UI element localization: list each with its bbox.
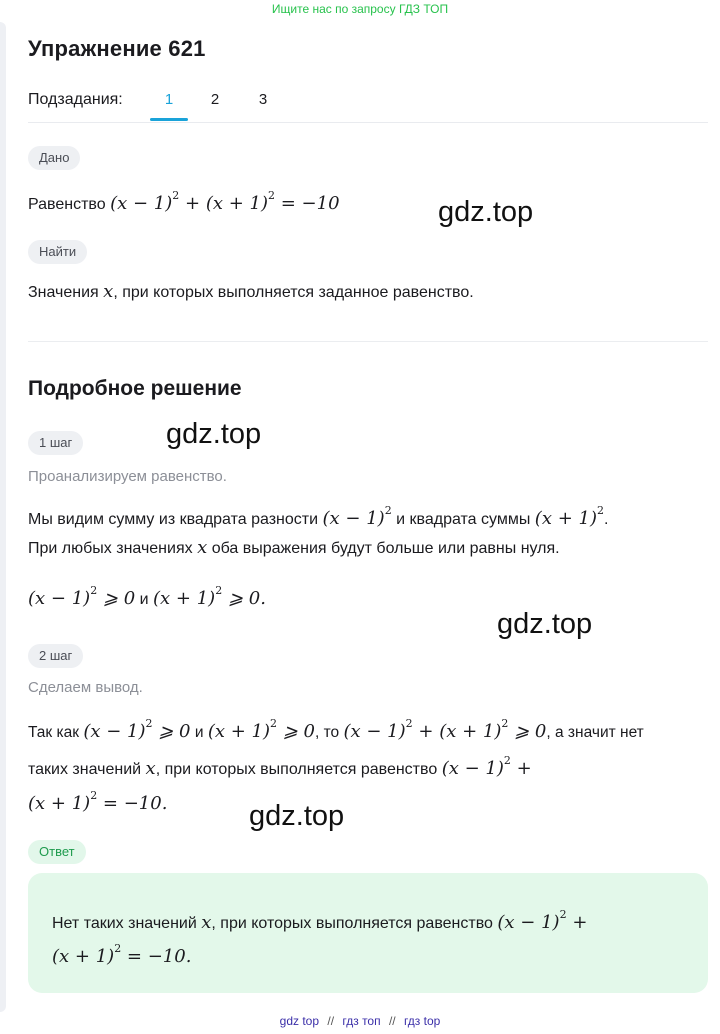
watermark: gdz.top [166, 418, 262, 450]
step1-line3: $(x - 1)^2$ ⩾ 0 и $(x + 1)^2$ ⩾ 0. [28, 584, 266, 609]
step2-line1: Так как $(x - 1)^2$ ⩾ 0 и $(x + 1)^2$ ⩾ 0, то $(x - 1)^2 + (x + 1)^2$ ⩾ 0, а значит нет [28, 717, 644, 742]
watermark: gdz.top [249, 800, 345, 832]
given-prefix: Равенство [28, 196, 106, 213]
footer-link-gdz-top[interactable]: gdz top [279, 1014, 320, 1028]
step2-line2: таких значений x, при которых выполняется равенство $(x - 1)^2$ + [28, 754, 532, 779]
answer-box [28, 873, 708, 993]
find-badge: Найти [28, 240, 87, 264]
watermark: gdz.top [497, 608, 593, 640]
subtasks-label: Подзадания: [28, 91, 123, 108]
section-divider [28, 341, 708, 342]
step1-badge: 1 шаг [28, 431, 83, 455]
top-banner-link[interactable]: Ищите нас по запросу ГДЗ ТОП [271, 2, 449, 16]
subtasks-bar [28, 88, 708, 123]
answer-line2: $(x + 1)^2 = -10$. [52, 942, 192, 967]
solution-title: Подробное решение [28, 377, 242, 400]
find-line: Значения x, при которых выполняется заданное равенство. [28, 281, 474, 302]
footer-links: gdz top // гдз топ // гдз top [279, 1014, 441, 1028]
answer-badge: Ответ [28, 840, 86, 864]
page-title: Упражнение 621 [28, 36, 206, 61]
footer-link-gdz-top-ru[interactable]: гдз топ [342, 1014, 381, 1028]
watermark: gdz.top [438, 196, 534, 228]
tab-subtask-3[interactable]: 3 [258, 91, 268, 108]
step2-badge: 2 шаг [28, 644, 83, 668]
step2-line3: $(x + 1)^2 = -10$. [28, 789, 168, 814]
footer-link-gdz-top-mixed[interactable]: гдз top [403, 1014, 441, 1028]
given-formula: $(x - 1)^2 + (x + 1)^2 = -10$ [110, 189, 340, 214]
tab-subtask-1[interactable]: 1 [164, 91, 174, 108]
given-badge: Дано [28, 146, 80, 170]
active-tab-indicator [150, 118, 188, 121]
step1-line1: Мы видим сумму из квадрата разности $(x - 1)^2$ и квадрата суммы $(x + 1)^2$. [28, 504, 609, 529]
tab-subtask-2[interactable]: 2 [210, 91, 220, 108]
left-rail [0, 22, 6, 1012]
given-line [28, 185, 340, 216]
variable-x: x [103, 281, 114, 302]
step1-hint: Проанализируем равенство. [28, 468, 227, 485]
step1-line2: При любых значениях x оба выражения будут больше или равны нуля. [28, 537, 560, 558]
step2-hint: Сделаем вывод. [28, 679, 143, 696]
answer-line1: Нет таких значений x, при которых выполняется равенство $(x - 1)^2$ + [52, 908, 588, 933]
